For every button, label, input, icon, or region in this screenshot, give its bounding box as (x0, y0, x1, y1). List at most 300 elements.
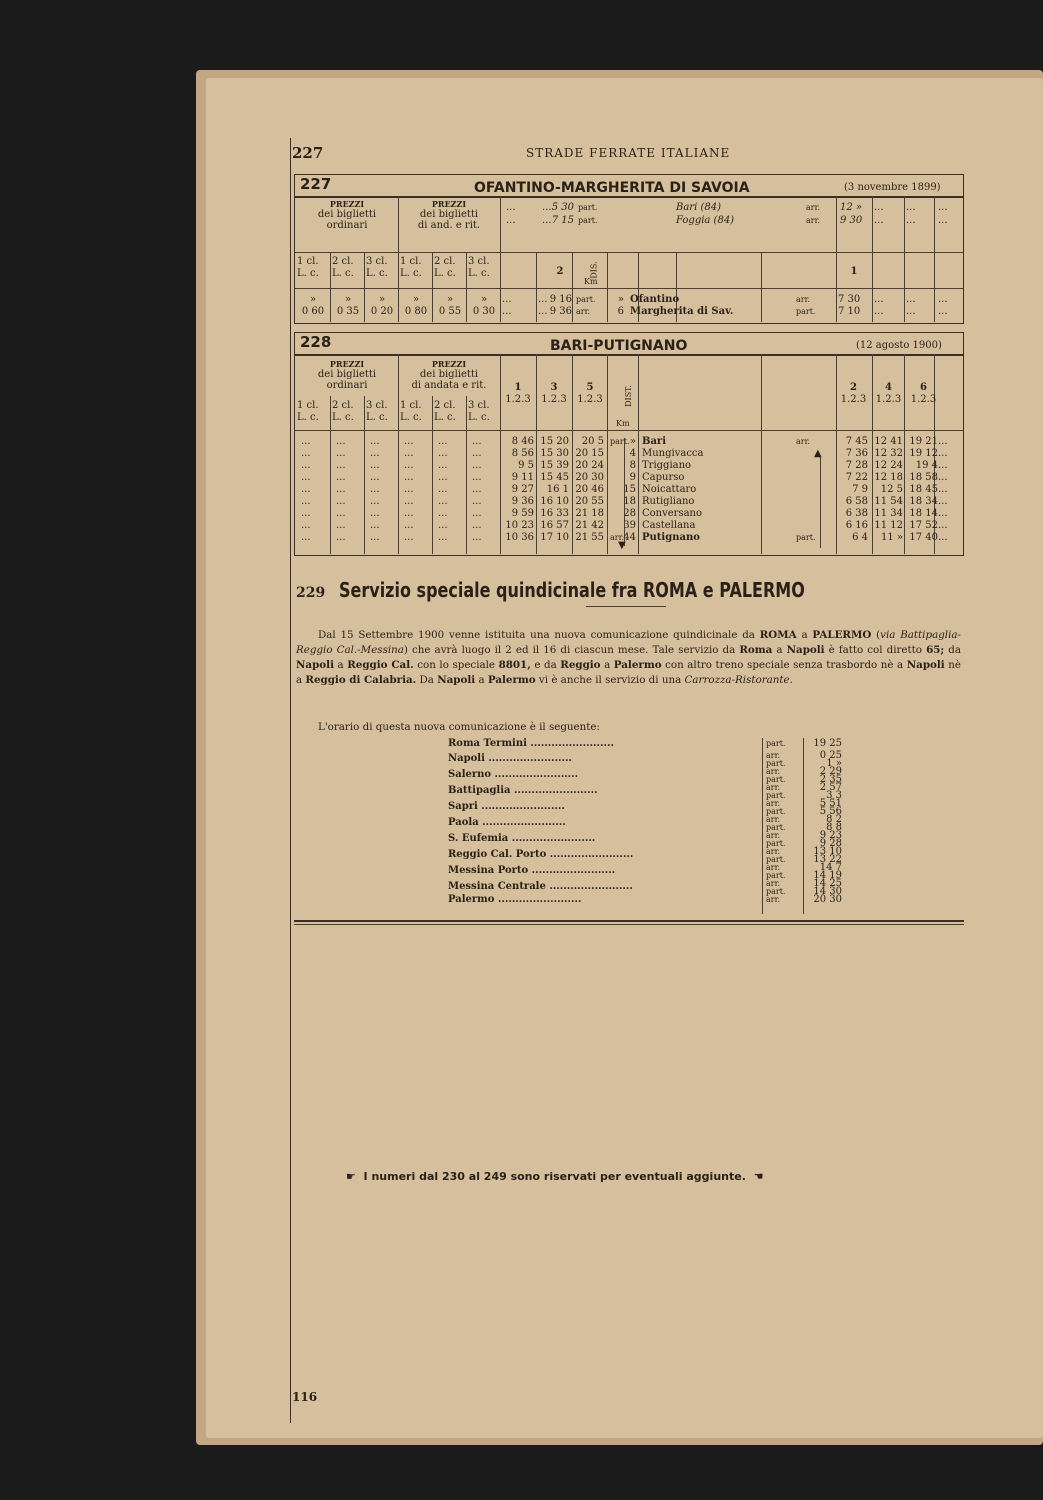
departure-time: 15 39 (540, 460, 569, 471)
schedule-time: 5 51 (819, 798, 842, 809)
placeholder-dots: ... (502, 294, 512, 305)
station-end: arr. (796, 295, 811, 304)
departure-time: 20 30 (575, 472, 604, 483)
placeholder-dots: ... (938, 202, 948, 213)
table-227-number: 227 (300, 175, 332, 193)
class-col-unit: L. c. (400, 268, 422, 279)
station-end: part. (796, 307, 816, 316)
price-ditto: » (446, 294, 454, 305)
schedule-station: Sapri ........................ (448, 801, 565, 812)
placeholder-dots: ... (370, 484, 380, 495)
placeholder-dots: ... (301, 496, 311, 507)
time-col-rule (638, 354, 639, 554)
placeholder-dots: ... (404, 484, 414, 495)
schedule-mode: arr. (766, 895, 781, 904)
schedule-mode: part. (766, 791, 786, 800)
prezzi-andata-label: dei biglietti (419, 209, 479, 220)
placeholder-dots: ... (472, 448, 482, 459)
paragraph-segment: Napoli (906, 659, 945, 671)
up-arrow-line (820, 456, 821, 548)
placeholder-dots: ... (404, 448, 414, 459)
return-time: 7 28 (845, 460, 868, 471)
schedule-time: 14 19 (813, 870, 842, 881)
return-time: 6 4 (852, 532, 868, 543)
departure-time: 20 5 (581, 436, 604, 447)
departure-time: 16 33 (540, 508, 569, 519)
placeholder-dots: ... (938, 532, 948, 543)
class-col-unit: L. c. (434, 268, 456, 279)
station-name: Mungivacca (642, 448, 704, 459)
station-name: Margherita di Sav. (630, 306, 734, 317)
return-time: 18 58 (909, 472, 938, 483)
placeholder-dots: ... (370, 496, 380, 507)
placeholder-dots: ... (301, 460, 311, 471)
paragraph-segment: 65; (926, 644, 945, 656)
departure-time: 16 10 (540, 496, 569, 507)
placeholder-dots: ... (874, 215, 884, 226)
train-number-down: 2 (556, 266, 564, 277)
price-col-rule (364, 396, 365, 554)
placeholder-dots: ... (472, 520, 482, 531)
schedule-station: S. Eufemia ........................ (448, 833, 596, 844)
schedule-mode: arr. (766, 783, 781, 792)
placeholder-dots: ... (906, 306, 916, 317)
departure-time: 15 30 (540, 448, 569, 459)
class-col-header: 1 cl. (297, 400, 319, 411)
departure-time: 21 18 (575, 508, 604, 519)
station-km: 15 (623, 484, 636, 495)
paragraph-segment: a (475, 674, 488, 686)
station-end: part. (796, 533, 816, 542)
paragraph-segment: Napoli (296, 659, 334, 671)
placeholder-dots: ... (438, 448, 448, 459)
class-col-header: 1 cl. (297, 256, 319, 267)
departure-time: 21 42 (575, 520, 604, 531)
placeholder-dots: ... (336, 460, 346, 471)
schedule-time: 14 7 (819, 862, 842, 873)
return-time: 12 41 (874, 436, 903, 447)
station-km: 39 (623, 520, 636, 531)
departure-time: 9 16 (549, 294, 572, 305)
class-col-header: 2 cl. (332, 400, 354, 411)
placeholder-dots: ... (370, 460, 380, 471)
paragraph-segment: Palermo (487, 674, 536, 686)
departure-time: 21 55 (575, 532, 604, 543)
departure-time: 15 45 (540, 472, 569, 483)
class-col-header: 3 cl. (468, 256, 490, 267)
ticket-price: 0 55 (438, 306, 462, 317)
schedule-mode: arr. (766, 831, 781, 840)
connection-end: arr. (806, 203, 821, 212)
pointing-hand-icon-right: ☚ (753, 1170, 764, 1183)
class-col-unit: L. c. (468, 412, 490, 423)
train-classes: 1.2.3 (840, 394, 867, 405)
paragraph-segment: Reggio Cal. (347, 659, 414, 671)
placeholder-dots: ... (370, 472, 380, 483)
departure-time: 16 57 (540, 520, 569, 531)
placeholder-dots: ... (472, 496, 482, 507)
train-number-up: 2 (850, 382, 857, 393)
departure-time: 17 10 (540, 532, 569, 543)
schedule-mode: arr. (766, 767, 781, 776)
placeholder-dots: ... (438, 532, 448, 543)
down-arrow-line (624, 438, 625, 546)
price-ditto: » (412, 294, 420, 305)
paragraph-segment: a (772, 644, 787, 656)
return-time: 6 16 (845, 520, 868, 531)
section-229-paragraph (296, 628, 961, 688)
section-229-title: Servizio speciale quindicinale fra ROMA e PALERMO (339, 578, 806, 602)
return-time: 19 12 (909, 448, 938, 459)
paragraph-segment: ( (871, 629, 881, 641)
placeholder-dots: ... (938, 484, 948, 495)
placeholder-dots: ... (301, 484, 311, 495)
paragraph-segment: via Battipaglia-Reggio Cal.-Messina (296, 629, 962, 656)
paragraph-segment: a (600, 659, 614, 671)
placeholder-dots: ... (938, 294, 948, 305)
schedule-time: 3 3 (826, 790, 842, 801)
running-head-title: STRADE FERRATE ITALIANE (526, 146, 731, 160)
schedule-time: 19 25 (813, 738, 842, 749)
return-time: 17 40 (909, 532, 938, 543)
paragraph-segment: Carrozza-Ristorante. (684, 674, 793, 686)
station-name: Ofantino (630, 294, 680, 305)
train-number-up: 6 (920, 382, 927, 393)
prezzi-andata-label: di andata e rit. (411, 380, 487, 391)
prezzi-andata-label: PREZZI (431, 359, 467, 369)
departure-time: 10 36 (505, 532, 534, 543)
return-time: 18 45 (909, 484, 938, 495)
station-km: 18 (623, 496, 636, 507)
prezzi-ordinari-label: PREZZI (329, 359, 365, 369)
time-col-rule (904, 196, 905, 322)
class-col-header: 3 cl. (366, 256, 388, 267)
paragraph-segment: e da (530, 659, 561, 671)
ticket-price: 0 20 (370, 306, 394, 317)
down-arrow-icon: ▼ (618, 540, 626, 551)
return-time: 6 58 (845, 496, 868, 507)
paragraph-segment: Napoli (437, 674, 476, 686)
train-number-down: 5 (586, 382, 594, 393)
placeholder-dots: ... (938, 508, 948, 519)
placeholder-dots: ... (301, 520, 311, 531)
train-number-down: 3 (550, 382, 558, 393)
station-km: 44 (623, 532, 636, 543)
return-time: 11 » (880, 532, 903, 543)
departure-time: 9 59 (511, 508, 534, 519)
train-classes: 1.2.3 (910, 394, 937, 405)
station-mode: part. (610, 437, 630, 446)
table-227-title: OFANTINO-MARGHERITA DI SAVOIA (474, 180, 750, 196)
time-col-rule (761, 354, 762, 554)
return-time: 7 36 (845, 448, 868, 459)
paragraph-segment: ) che avrà luogo il 2 ed il 16 di ciascun mese. Tale servizio da (403, 644, 740, 656)
section-229-number: 229 (296, 585, 326, 601)
prezzi-andata-label: di and. e rit. (417, 220, 481, 231)
placeholder-dots: ... (336, 484, 346, 495)
class-col-unit: L. c. (332, 412, 354, 423)
station-km: 8 (629, 460, 636, 471)
pointing-hand-icon: ☛ (346, 1170, 356, 1183)
price-col-rule (330, 396, 331, 554)
placeholder-dots: ... (301, 472, 311, 483)
schedule-mode: part. (766, 887, 786, 896)
departure-time: 20 55 (575, 496, 604, 507)
schedule-mode: part. (766, 871, 786, 880)
ticket-price: 0 35 (336, 306, 360, 317)
class-col-header: 3 cl. (468, 400, 490, 411)
schedule-time: 8 2 (826, 814, 842, 825)
schedule-mode: part. (766, 739, 786, 748)
km-label: Km (616, 419, 630, 428)
placeholder-dots: ... (404, 532, 414, 543)
class-col-header: 2 cl. (332, 256, 354, 267)
return-time: 12 5 (880, 484, 903, 495)
departure-time: 9 27 (511, 484, 534, 495)
station-km: 9 (629, 472, 636, 483)
return-time: 19 21 (909, 436, 938, 447)
page-number: 116 (292, 1390, 318, 1404)
placeholder-dots: ... (538, 294, 548, 305)
paragraph-segment: con lo speciale (413, 659, 499, 671)
station-name: Castellana (642, 520, 696, 531)
paragraph-segment: 8801, (498, 659, 531, 671)
paragraph-segment: PALERMO (812, 629, 872, 641)
return-time: 7 9 (852, 484, 868, 495)
header-rule (295, 430, 963, 431)
schedule-station: Battipaglia ........................ (448, 785, 598, 796)
placeholder-dots: ... (404, 496, 414, 507)
return-time: 12 18 (874, 472, 903, 483)
placeholder-dots: ... (542, 215, 552, 226)
prezzi-ordinari-label: dei biglietti (317, 209, 377, 220)
placeholder-dots: ... (370, 448, 380, 459)
price-ditto: » (344, 294, 352, 305)
placeholder-dots: ... (336, 532, 346, 543)
return-time: 18 34 (909, 496, 938, 507)
return-time: 12 32 (874, 448, 903, 459)
station-name: Capurso (642, 472, 685, 483)
schedule-station: Messina Porto ........................ (448, 865, 616, 876)
return-time: 12 24 (874, 460, 903, 471)
train-classes: 1.2.3 (541, 394, 567, 405)
departure-time: 20 15 (575, 448, 604, 459)
schedule-mode: arr. (766, 879, 781, 888)
placeholder-dots: ... (938, 436, 948, 447)
placeholder-dots: ... (370, 520, 380, 531)
section-229-intro: L'orario di questa nuova comunicazione è il seguente: (318, 721, 600, 733)
paragraph-segment: a (333, 659, 348, 671)
placeholder-dots: ... (370, 508, 380, 519)
placeholder-dots: ... (336, 496, 346, 507)
departure-time: 20 46 (575, 484, 604, 495)
return-time: 7 30 (838, 294, 861, 305)
station-km: 4 (629, 448, 636, 459)
paragraph-segment: a (796, 629, 813, 641)
placeholder-dots: ... (438, 436, 448, 447)
placeholder-dots: ... (404, 436, 414, 447)
placeholder-dots: ... (542, 202, 552, 213)
paragraph-segment: ROMA (759, 629, 797, 641)
schedule-mode: arr. (766, 751, 781, 760)
schedule-time: 2 35 (819, 774, 842, 785)
placeholder-dots: ... (906, 202, 916, 213)
class-col-unit: L. c. (297, 268, 319, 279)
placeholder-dots: ... (538, 306, 548, 317)
schedule-time: 9 23 (819, 830, 842, 841)
schedule-station: Reggio Cal. Porto ........................ (448, 849, 634, 860)
class-col-header: 2 cl. (434, 256, 456, 267)
placeholder-dots: ... (438, 460, 448, 471)
placeholder-dots: ... (874, 294, 884, 305)
placeholder-dots: ... (336, 520, 346, 531)
price-ditto: » (480, 294, 488, 305)
placeholder-dots: ... (938, 215, 948, 226)
schedule-time: 2 29 (819, 766, 842, 777)
return-time: 7 10 (838, 306, 861, 317)
placeholder-dots: ... (336, 436, 346, 447)
connection-mode: part. (578, 203, 598, 212)
ticket-price: 0 80 (404, 306, 428, 317)
prezzi-andata-label: dei biglietti (419, 369, 479, 380)
class-col-unit: L. c. (332, 268, 354, 279)
time-col-rule (836, 196, 837, 322)
paragraph-segment: Reggio (560, 659, 601, 671)
return-time: 18 14 (909, 508, 938, 519)
table-228-date: (12 agosto 1900) (856, 340, 942, 351)
placeholder-dots: ... (506, 215, 516, 226)
schedule-station: Napoli ........................ (448, 753, 572, 764)
schedule-time: 14 30 (813, 886, 842, 897)
ticket-price: 0 30 (472, 306, 496, 317)
prezzi-ordinari-label: ordinari (326, 380, 368, 391)
placeholder-dots: ... (301, 436, 311, 447)
departure-time: 20 24 (575, 460, 604, 471)
schedule-mode: arr. (766, 863, 781, 872)
placeholder-dots: ... (370, 436, 380, 447)
reserved-numbers-note: ☛ I numeri dal 230 al 249 sono riservati per eventuali aggiunte. ☚ (346, 1170, 764, 1183)
departure-time: 9 36 (549, 306, 572, 317)
placeholder-dots: ... (404, 472, 414, 483)
return-time: 11 34 (874, 508, 903, 519)
train-classes: 1.2.3 (577, 394, 603, 405)
placeholder-dots: ... (906, 215, 916, 226)
prezzi-andata-label: PREZZI (431, 199, 467, 209)
connection-mode: part. (578, 216, 598, 225)
placeholder-dots: ... (938, 448, 948, 459)
placeholder-dots: ... (938, 496, 948, 507)
price-end-rule (500, 196, 501, 322)
connection-station: Foggia (84) (676, 215, 735, 226)
placeholder-dots: ... (906, 294, 916, 305)
price-col-rule (432, 396, 433, 554)
class-col-unit: L. c. (400, 412, 422, 423)
paragraph-segment: nè a (296, 659, 961, 686)
return-time: 19 4 (915, 460, 938, 471)
paragraph-segment: Da (416, 674, 438, 686)
class-col-header: 1 cl. (400, 256, 422, 267)
return-time: 7 45 (845, 436, 868, 447)
schedule-mode: part. (766, 807, 786, 816)
schedule-time: 0 25 (819, 750, 842, 761)
schedule-time: 13 22 (813, 854, 842, 865)
return-time: 6 38 (845, 508, 868, 519)
departure-time: 9 5 (518, 460, 534, 471)
placeholder-dots: ... (336, 472, 346, 483)
class-col-unit: L. c. (366, 268, 388, 279)
schedule-time-rule (803, 738, 804, 914)
return-time: 7 22 (845, 472, 868, 483)
class-col-unit: L. c. (434, 412, 456, 423)
placeholder-dots: ... (472, 508, 482, 519)
schedule-time: 5 56 (819, 806, 842, 817)
class-col-unit: L. c. (366, 412, 388, 423)
schedule-mode: part. (766, 823, 786, 832)
schedule-mode: part. (766, 759, 786, 768)
section-229-heading (296, 578, 922, 602)
schedule-time: 20 30 (813, 894, 842, 905)
connection-end: arr. (806, 216, 821, 225)
placeholder-dots: ... (404, 508, 414, 519)
paragraph-segment: Palermo (613, 659, 662, 671)
schedule-station: Paola ........................ (448, 817, 566, 828)
running-head-number: 227 (292, 144, 324, 162)
placeholder-dots: ... (301, 448, 311, 459)
placeholder-dots: ... (336, 448, 346, 459)
schedule-time: 13 10 (813, 846, 842, 857)
class-col-header: 2 cl. (434, 400, 456, 411)
departure-time: 8 46 (511, 436, 534, 447)
placeholder-dots: ... (404, 460, 414, 471)
prezzi-ordinari-label: PREZZI (329, 199, 365, 209)
table-228-number: 228 (300, 333, 332, 351)
schedule-station: Salerno ........................ (448, 769, 579, 780)
schedule-station: Palermo ........................ (448, 894, 582, 905)
table-227-date: (3 novembre 1899) (844, 182, 941, 193)
schedule-mode: part. (766, 839, 786, 848)
header-rule (295, 252, 963, 253)
paragraph-segment: con altro treno speciale senza trasbordo nè a (661, 659, 907, 671)
time-col-rule (872, 196, 873, 322)
paragraph-segment: Dal 15 Settembre 1900 venne istituita una nuova comunicazione quindicinale da (318, 629, 760, 641)
train-number-down: 1 (514, 382, 522, 393)
schedule-mode: arr. (766, 799, 781, 808)
timetable-page (206, 78, 1043, 1438)
paragraph-segment: da (944, 644, 961, 656)
return-time: 11 12 (874, 520, 903, 531)
departure-time: 10 23 (505, 520, 534, 531)
schedule-mode: part. (766, 775, 786, 784)
schedule-mode: arr. (766, 815, 781, 824)
departure-time: 8 56 (511, 448, 534, 459)
schedule-time: 14 25 (813, 878, 842, 889)
up-arrow-icon: ▲ (814, 448, 822, 459)
schedule-mode: part. (766, 855, 786, 864)
placeholder-dots: ... (506, 202, 516, 213)
schedule-time: 2 57 (819, 782, 842, 793)
station-name: Bari (642, 436, 666, 447)
placeholder-dots: ... (438, 472, 448, 483)
placeholder-dots: ... (301, 508, 311, 519)
placeholder-dots: ... (938, 520, 948, 531)
placeholder-dots: ... (472, 460, 482, 471)
placeholder-dots: ... (938, 472, 948, 483)
station-km: 28 (623, 508, 636, 519)
placeholder-dots: ... (874, 202, 884, 213)
schedule-time: 9 28 (819, 838, 842, 849)
placeholder-dots: ... (472, 436, 482, 447)
class-col-unit: L. c. (297, 412, 319, 423)
